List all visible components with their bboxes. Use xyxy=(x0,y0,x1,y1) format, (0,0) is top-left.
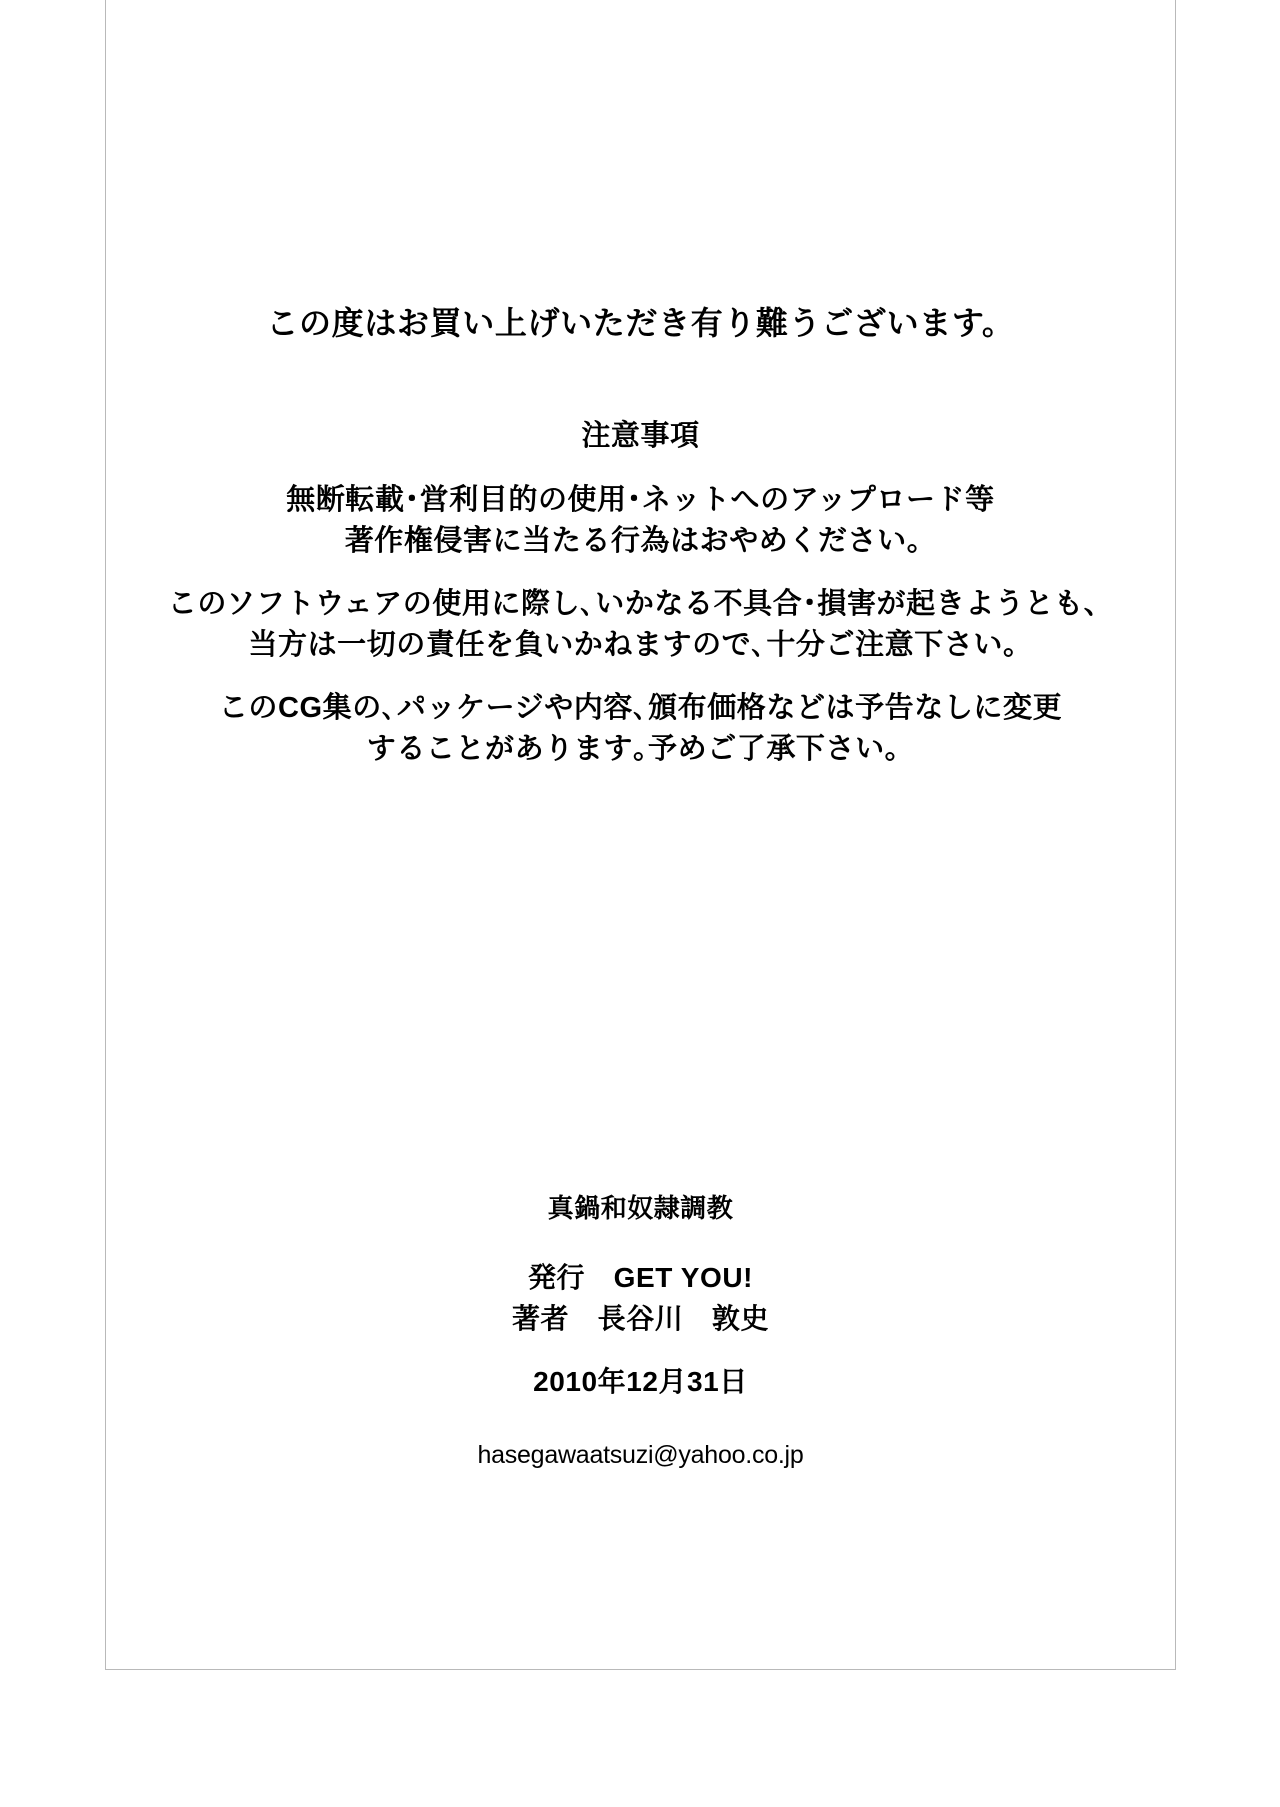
colophon-title: 真鍋和奴隷調教 xyxy=(547,1193,734,1223)
notice-paragraph-copyright xyxy=(106,480,1175,561)
page-border-right xyxy=(1175,0,1176,1670)
document-content xyxy=(106,0,1175,1669)
notice-paragraph-changes xyxy=(106,688,1175,769)
colophon-credits xyxy=(106,1258,1175,1339)
notice-copyright-line-1: 無断転載･営利目的の使用･ネットへのアップロード等 xyxy=(286,484,995,516)
colophon-date: 2010年12月31日 xyxy=(533,1366,748,1397)
notice-copyright-line-2: 著作権侵害に当たる行為はおやめください。 xyxy=(344,524,937,557)
colophon-email: hasegawaatsuzi@yahoo.co.jp xyxy=(477,1441,804,1469)
greeting-text: この度はお買い上げいただき有り難うございます。 xyxy=(266,305,1015,341)
notice-changes-line-2: することがあります｡予めご了承下さい。 xyxy=(366,732,915,765)
notice-changes-line-1: このCG集の､パッケージや内容､頒布価格などは予告なしに変更 xyxy=(218,692,1063,724)
notice-heading: 注意事項 xyxy=(581,420,700,452)
colophon-publisher: 発行 GET YOU! xyxy=(528,1262,753,1293)
notice-liability-line-1: このソフトウェアの使用に際し､いかなる不具合･損害が起きようとも、 xyxy=(167,588,1114,620)
notice-paragraph-liability xyxy=(106,584,1175,665)
notice-liability-line-2: 当方は一切の責任を負いかねますので､十分ご注意下さい。 xyxy=(248,628,1033,661)
colophon-author: 著者 長谷川 敦史 xyxy=(511,1302,770,1334)
page-border-bottom xyxy=(105,1669,1176,1670)
